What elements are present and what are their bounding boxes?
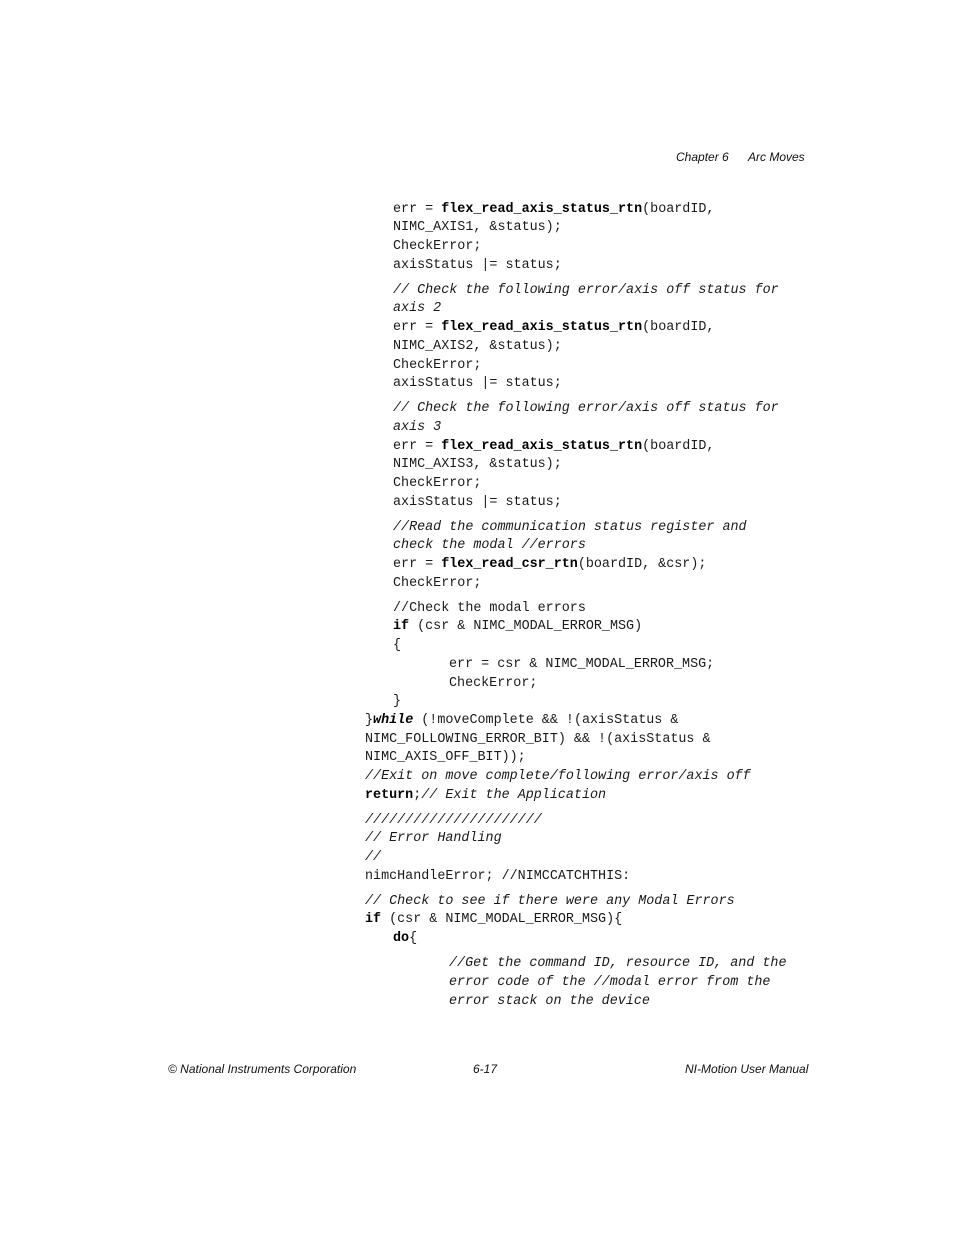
code-comment: error code of the //modal error from the bbox=[449, 975, 771, 990]
code-line: do{ bbox=[393, 931, 418, 946]
code-line: CheckError; bbox=[393, 476, 482, 491]
keyword-if: if bbox=[393, 619, 410, 634]
code-comment: // Check the following error/axis off status for bbox=[393, 401, 779, 416]
code-line: err = flex_read_axis_status_rtn(boardID, bbox=[393, 202, 715, 217]
code-comment: axis 2 bbox=[393, 301, 442, 316]
code-comment: //Check the modal errors bbox=[393, 601, 586, 616]
code-line: }while (!moveComplete && !(axisStatus & bbox=[365, 713, 679, 728]
code-comment: error stack on the device bbox=[449, 994, 650, 1009]
code-line: NIMC_AXIS3, &status); bbox=[393, 457, 562, 472]
footer-page-number: 6-17 bbox=[473, 1062, 498, 1076]
code-line: return;// Exit the Application bbox=[365, 788, 607, 803]
footer-copyright: © National Instruments Corporation bbox=[168, 1062, 357, 1076]
code-comment: // Check to see if there were any Modal Errors bbox=[365, 894, 735, 909]
code-line: NIMC_AXIS2, &status); bbox=[393, 339, 562, 354]
code-comment: //Exit on move complete/following error/axis off bbox=[365, 769, 751, 784]
keyword-do: do bbox=[393, 931, 410, 946]
code-line: CheckError; bbox=[393, 239, 482, 254]
code-comment: ////////////////////// bbox=[365, 813, 542, 828]
code-line: NIMC_AXIS1, &status); bbox=[393, 220, 562, 235]
code-line: err = csr & NIMC_MODAL_ERROR_MSG; bbox=[449, 657, 715, 672]
code-comment: //Get the command ID, resource ID, and the bbox=[449, 956, 787, 971]
code-line: NIMC_FOLLOWING_ERROR_BIT) && !(axisStatus & bbox=[365, 732, 711, 747]
code-line: } bbox=[393, 694, 402, 709]
code-comment: // Check the following error/axis off status for bbox=[393, 283, 779, 298]
keyword-while: while bbox=[373, 713, 414, 728]
code-line: CheckError; bbox=[449, 676, 538, 691]
code-comment: check the modal //errors bbox=[393, 538, 586, 553]
code-line: err = flex_read_csr_rtn(boardID, &csr); bbox=[393, 557, 707, 572]
code-line: NIMC_AXIS_OFF_BIT)); bbox=[365, 750, 526, 765]
header-section-title: Arc Moves bbox=[748, 150, 805, 164]
keyword-return: return bbox=[365, 788, 414, 803]
code-comment: axis 3 bbox=[393, 420, 442, 435]
function-name: flex_read_csr_rtn bbox=[441, 557, 578, 572]
function-name: flex_read_axis_status_rtn bbox=[441, 439, 643, 454]
code-line: axisStatus |= status; bbox=[393, 258, 562, 273]
code-line: err = flex_read_axis_status_rtn(boardID, bbox=[393, 439, 715, 454]
code-comment: //Read the communication status register and bbox=[393, 520, 747, 535]
code-comment: // Error Handling bbox=[365, 831, 502, 846]
code-comment: // bbox=[365, 850, 382, 865]
code-line: CheckError; bbox=[393, 576, 482, 591]
header-chapter: Chapter 6 bbox=[676, 150, 729, 164]
code-line: err = flex_read_axis_status_rtn(boardID, bbox=[393, 320, 715, 335]
function-name: flex_read_axis_status_rtn bbox=[441, 202, 643, 217]
code-line: axisStatus |= status; bbox=[393, 495, 562, 510]
code-line: { bbox=[393, 638, 402, 653]
code-line: if (csr & NIMC_MODAL_ERROR_MSG) bbox=[393, 619, 643, 634]
code-line: nimcHandleError; //NIMCCATCHTHIS: bbox=[365, 869, 631, 884]
footer-manual-title: NI-Motion User Manual bbox=[685, 1062, 809, 1076]
code-line: CheckError; bbox=[393, 358, 482, 373]
function-name: flex_read_axis_status_rtn bbox=[441, 320, 643, 335]
code-line: axisStatus |= status; bbox=[393, 376, 562, 391]
code-line: if (csr & NIMC_MODAL_ERROR_MSG){ bbox=[365, 912, 623, 927]
keyword-if: if bbox=[365, 912, 382, 927]
